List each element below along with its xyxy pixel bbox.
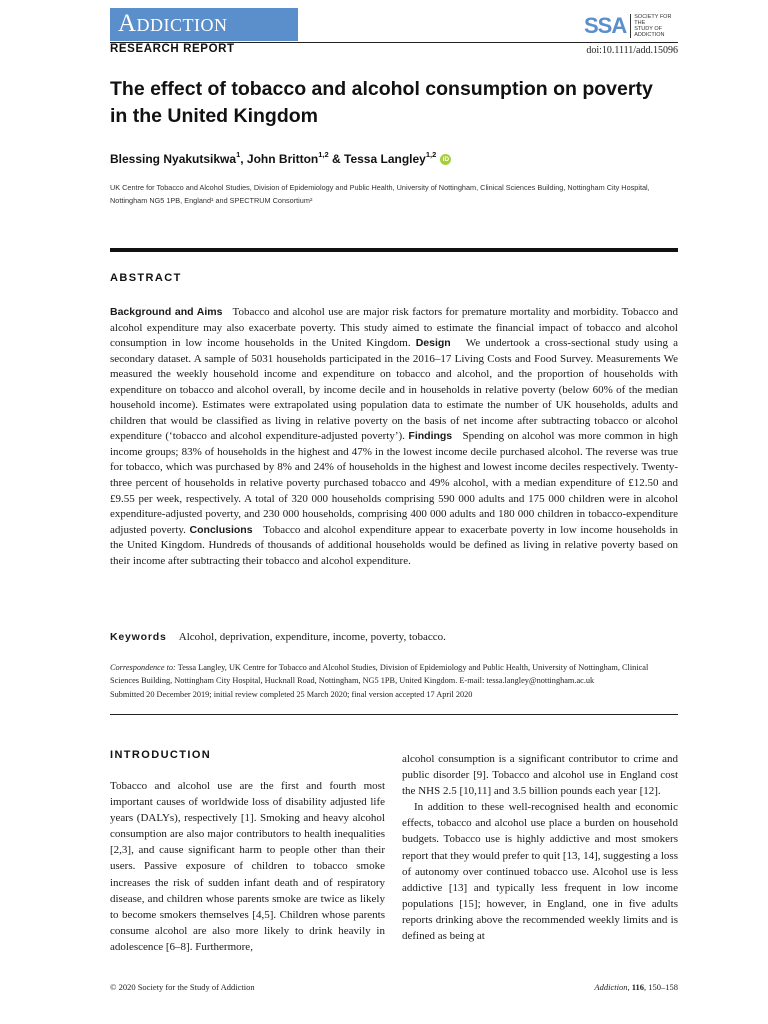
abstract-conclusions-text: Tobacco and alcohol expenditure appear to exacerbate poverty in low income households in the United Kingdom. Hundreds of thousands of additional households would be defined as living in relative poverty based on their income after subtracting their tobacco and alcohol expenditure. [110,523,678,567]
author-name: Tessa Langley [344,152,426,166]
abstract-design-text: We undertook a cross-sectional study using a secondary dataset. A sample of 5031 households participated in the 2016–17 Living Costs and Food Survey. Measurements We measured the weekly household income and expenditure on tobacco and alcohol, and the proportion of households with expenditure on tobacco and alcohol overall, by income decile and in households in relative poverty (below 60% of the median household income). Estimates were extrapolated using population data to estimate the number of UK households, adults and children that would be classified as living in relative poverty on the basis of net income after subtracting tobacco or alcohol expenditure (‘tobacco and alcohol expenditure-adjusted poverty’). [110,337,678,443]
abstract-background-text: Tobacco and alcohol use are major risk factors for premature mortality and morbidity. Tobacco and alcohol expenditure may also exacerbate poverty. This study aimed to estimate the financial impact of tobacco and alcohol consumption in low income households in the United Kingdom. [110,306,678,350]
author[interactable] [344,152,436,166]
abstract-findings-text: Spending on alcohol was more common in high income groups; 83% of households in the highest and 47% in the lowest income decile purchased alcohol. The reverse was true for tobacco, which was purchased by 8% and 24% of households in the highest and lowest income deciles respectively. Twenty-three percent of households in relative poverty purchased tobacco and 49% alcohol, with a median expenditure of £12.50 and £9.55 per week, respectively. A total of 320 000 households comprising 590 000 adults and 175 000 children were in alcohol expenditure-adjusted poverty, and 230 000 households, comprising 400 000 adults and 180 000 children in tobacco-expenditure adjusted poverty. [110,430,679,536]
journal-name: Addiction [118,10,228,37]
article-title: The effect of tobacco and alcohol consumption on poverty in the United Kingdom [110,78,653,127]
introduction-heading: INTRODUCTION [110,749,212,761]
keywords-label: Keywords [110,631,167,643]
author-list [110,152,451,166]
society-line: SOCIETY FOR THE [634,14,672,26]
footer-citation: Addiction, 116, 150–158 [594,982,678,992]
keywords-text: Alcohol, deprivation, expenditure, income, poverty, tobacco. [178,631,446,643]
abstract-label-findings: Findings [408,430,453,443]
society-name [630,14,682,38]
author-affiliation-mark: 1,2 [318,150,329,159]
author-name: Blessing Nyakutsikwa [110,152,237,166]
article-type: RESEARCH REPORT [110,43,235,55]
correspondence-label: Correspondence to: [110,663,176,672]
footer-pages: , 150–158 [644,982,678,992]
journal-banner [110,8,298,41]
author-separator: & [328,152,345,166]
orcid-icon[interactable]: iD [440,154,451,165]
section-rule [110,248,678,252]
affiliation: UK Centre for Tobacco and Alcohol Studies, Division of Epidemiology and Public Health, University of Nottingham, Clinical Sciences Building, Nottingham City Hospital, Nottingham NG5 1PB, England¹ and SPECTRUM Consortium² [110,183,650,205]
body-paragraph: In addition to these well-recognised health and economic effects, tobacco and alcohol use place a burden on household budgets. Tobacco use is highly addictive and most smokers report that they would prefer to quit [13, 14], suggesting a loss of autonomy over continued tobacco use. Alcohol use is less addictive [13] and typically less frequent in low income populations [15]; however, in England, one in five adults reports drinking above the recommended weekly limits and is defined as being at [402,801,678,943]
abstract-label-conclusions: Conclusions [189,523,253,536]
abstract-label-design: Design [415,337,451,350]
author-name: John Britton [246,152,319,166]
society-logo [584,12,682,40]
author[interactable] [110,152,240,166]
correspondence-text: Tessa Langley, UK Centre for Tobacco and Alcohol Studies, Division of Epidemiology and Public Health, University of Nottingham, Clinical Sciences Building, Nottingham City Hospital, Hucknall Road, Nottingham, NG5 1PB, United Kingdom. E-mail: tessa.langley@nottingham.ac.uk [110,663,649,686]
author-affiliation-mark: 1,2 [425,150,437,159]
ssa-mark: SSA [584,13,627,38]
body-paragraph: Tobacco and alcohol use are the first and fourth most important causes of worldwide loss of disability adjusted life years (DALYs), respectively [1]. Smoking and heavy alcohol consumption are also major contributors to health inequalities [2,3], and cause significant harm to people other than their users. Passive exposure of children to tobacco smoke increases the risk of sudden infant death and of respiratory disease, and children whose parents smoke are twice as likely to become smokers themselves [4,5]. Children whose parents consume alcohol are also more likely to drink heavily in adolescence [6–8]. Furthermore, [110,780,385,953]
abstract-label-background: Background and Aims [110,306,223,318]
footer-copyright: © 2020 Society for the Study of Addiction [110,982,255,992]
body-paragraph: alcohol consumption is a significant contributor to crime and public disorder [9]. Tobacco and alcohol use in England cost the NHS 2.5 [10,11] and 3.5 billion pounds each year [12]. [402,753,678,798]
abstract-body [110,305,678,569]
doi[interactable]: doi:10.1111/add.15096 [586,45,678,56]
author-separator: , [240,152,247,166]
footer-journal: Addiction [594,982,628,992]
body-column-right [402,751,678,944]
submission-dates: Submitted 20 December 2019; initial review completed 25 March 2020; final version accepted 17 April 2020 [110,689,473,699]
footer-volume: 116 [631,982,644,992]
author[interactable] [247,152,329,166]
section-rule [110,714,678,715]
abstract-heading: ABSTRACT [110,272,182,284]
society-line: STUDY OF [634,26,662,32]
society-line: ADDICTION [634,32,665,38]
body-column-left [110,749,385,955]
correspondence [110,661,678,701]
author-affiliation-mark: 1 [236,150,241,159]
keywords [110,631,446,643]
